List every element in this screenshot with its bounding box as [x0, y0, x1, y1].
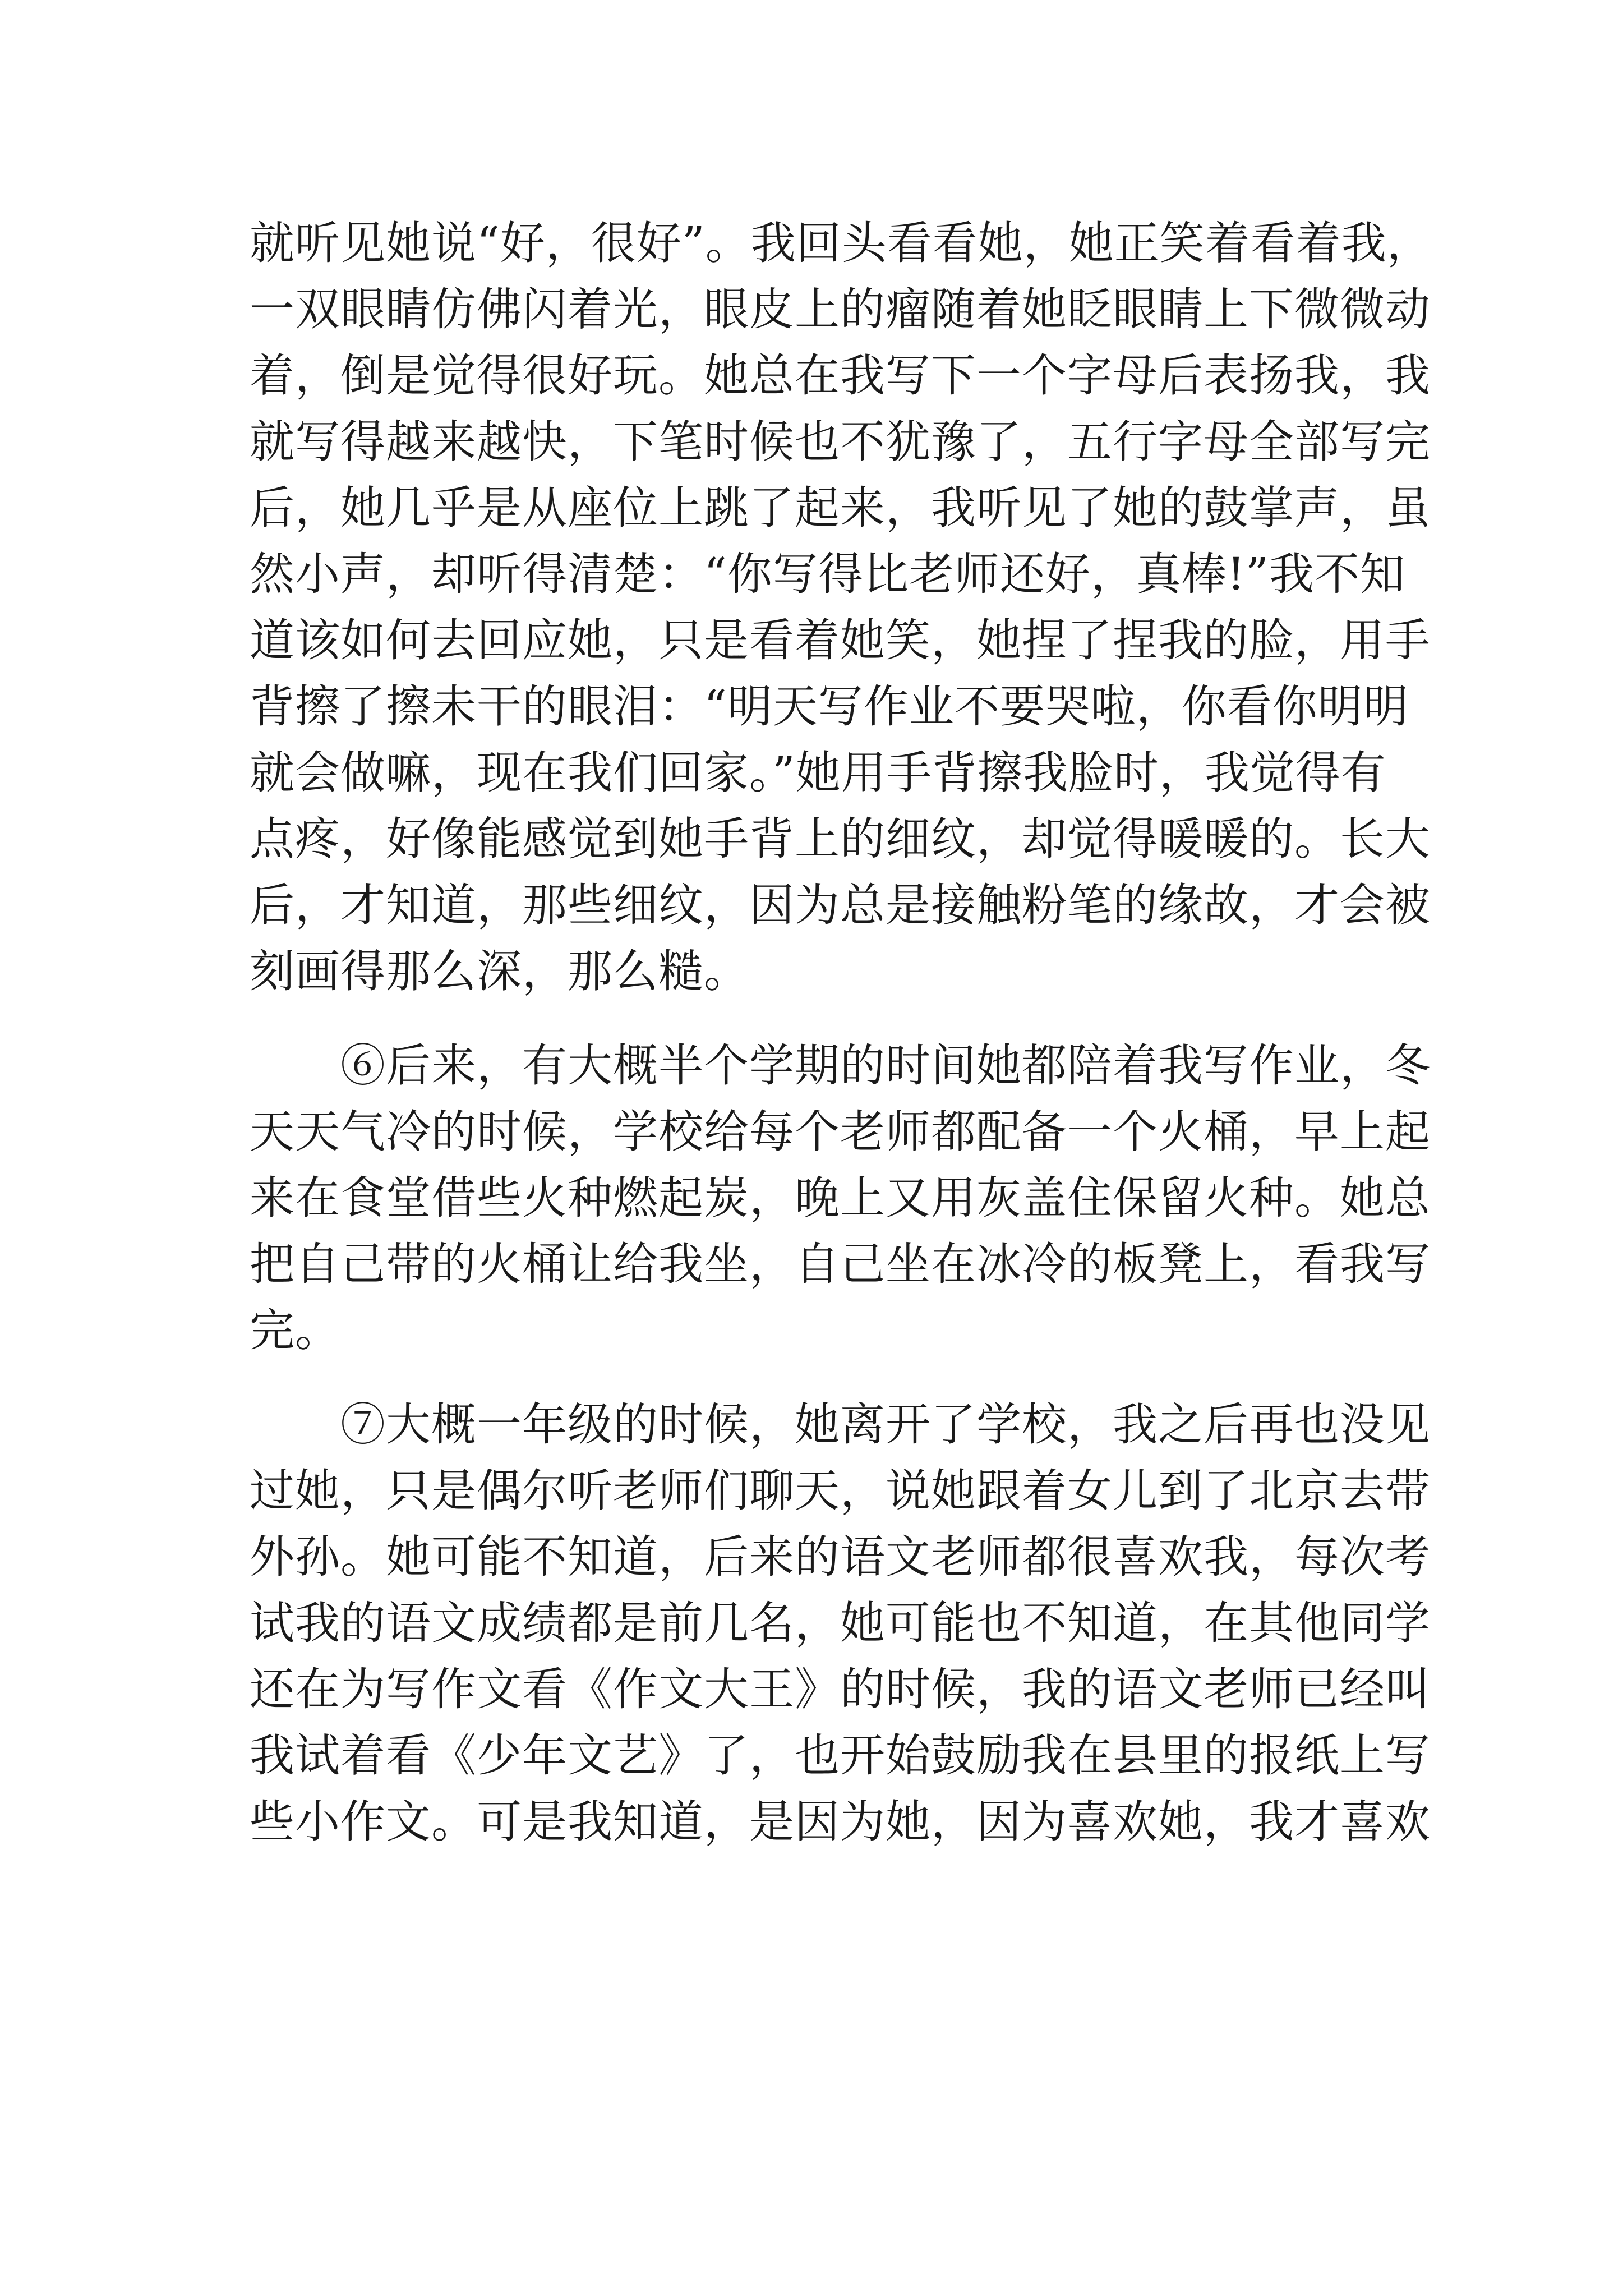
- text-line: 刻画得那么深，那么糙。: [250, 945, 749, 997]
- text-line: 后，才知道，那些细纹，因为总是接触粉笔的缘故，才会被: [250, 879, 1431, 931]
- text-line: 我试着看《少年文艺》了，也开始鼓励我在县里的报纸上写: [250, 1729, 1431, 1782]
- body-text: [250, 210, 1432, 1855]
- text-line: ⑥后来，有大概半个学期的时间她都陪着我写作业，冬: [250, 1039, 1431, 1092]
- text-line: 完。: [250, 1304, 340, 1356]
- text-line: 就写得越来越快，下笔时候也不犹豫了，五行字母全部写完: [250, 416, 1431, 468]
- text-line: 就听见她说“好，很好”。我回头看看她，她正笑着看着我，: [250, 217, 1432, 269]
- text-line: 一双眼睛仿佛闪着光，眼皮上的瘤随着她眨眼睛上下微微动: [250, 283, 1431, 335]
- text-line: 天天气冷的时候，学校给每个老师都配备一个火桶，早上起: [250, 1106, 1431, 1158]
- text-line: 背擦了擦未干的眼泪：“明天写作业不要哭啦，你看你明明: [250, 680, 1409, 733]
- text-line: 着，倒是觉得很好玩。她总在我写下一个字母后表扬我，我: [250, 349, 1431, 402]
- text-line: 来在食堂借些火种燃起炭，晚上又用灰盖住保留火种。她总: [250, 1172, 1431, 1224]
- text-line: 试我的语文成绩都是前几名，她可能也不知道，在其他同学: [250, 1597, 1431, 1649]
- text-line: 然小声，却听得清楚：“你写得比老师还好，真棒!”我不知: [250, 548, 1405, 600]
- text-line: 把自己带的火桶让给我坐，自己坐在冰冷的板凳上，看我写: [250, 1238, 1431, 1290]
- paragraph-5-continued: [250, 210, 1432, 1005]
- text-line: 还在为写作文看《作文大王》的时候，我的语文老师已经叫: [250, 1663, 1431, 1715]
- text-line: 些小作文。可是我知道，是因为她，因为喜欢她，我才喜欢: [250, 1796, 1431, 1848]
- paragraph-7: [250, 1392, 1431, 1855]
- text-line: ⑦大概一年级的时候，她离开了学校，我之后再也没见: [250, 1398, 1431, 1451]
- text-line: 外孙。她可能不知道，后来的语文老师都很喜欢我，每次考: [250, 1531, 1431, 1583]
- paragraph-spacer: [250, 1364, 1399, 1392]
- paragraph-6: [250, 1033, 1431, 1364]
- text-line: 就会做嘛，现在我们回家。”她用手背擦我脸时，我觉得有: [250, 747, 1386, 799]
- text-line: 道该如何去回应她，只是看着她笑，她捏了捏我的脸，用手: [250, 614, 1431, 666]
- text-line: 后，她几乎是从座位上跳了起来，我听见了她的鼓掌声，虽: [250, 482, 1431, 534]
- text-line: 点疼，好像能感觉到她手背上的细纹，却觉得暖暖的。长大: [250, 813, 1431, 865]
- text-line: 过她，只是偶尔听老师们聊天，说她跟着女儿到了北京去带: [250, 1465, 1431, 1517]
- paragraph-spacer: [250, 1005, 1399, 1033]
